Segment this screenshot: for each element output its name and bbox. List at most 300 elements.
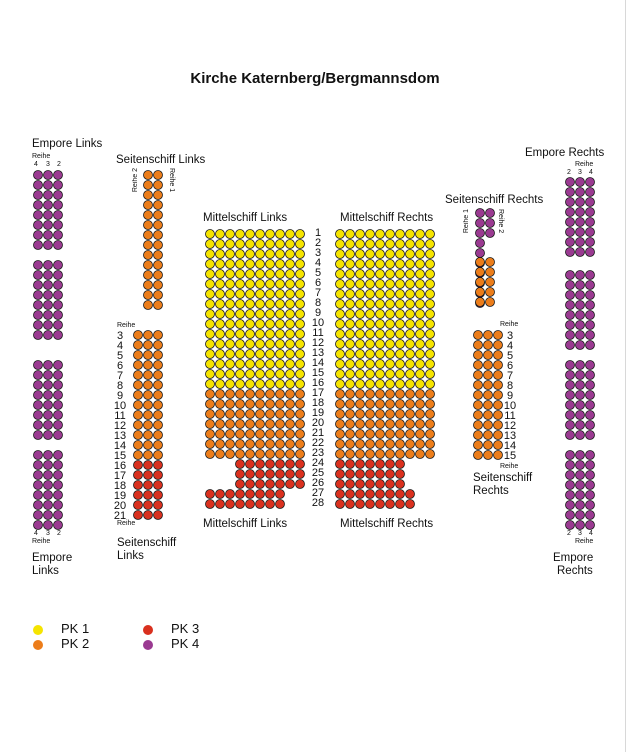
seat [276,420,285,429]
seat [286,430,295,439]
seat [286,400,295,409]
row-number: 17 [311,387,325,399]
legend-label-pk1: PK 1 [61,621,90,636]
seat [486,219,495,228]
seat [154,351,163,360]
seat [256,450,265,459]
seat [246,370,255,379]
row-number: 10 [311,317,325,329]
seat [416,340,425,349]
seat [566,371,575,380]
seat [206,290,215,299]
seat [296,280,305,289]
seat [386,450,395,459]
seat [484,371,493,380]
seat [54,231,63,240]
seat [266,400,275,409]
seat [276,300,285,309]
seat [44,261,53,270]
seat [396,490,405,499]
row-number: 6 [314,277,322,289]
seat [356,380,365,389]
seat [266,250,275,259]
seat [216,410,225,419]
seat [54,461,63,470]
seat [154,491,163,500]
seat [396,370,405,379]
seat [386,300,395,309]
seat [286,380,295,389]
seat [44,511,53,520]
seat [144,401,153,410]
row-number: 13 [311,347,325,359]
label-seitenschiff-links-reihe-2: Reihe 2 [132,168,139,193]
seat [246,280,255,289]
seat [366,370,375,379]
seat [576,401,585,410]
seat [266,360,275,369]
seat [346,480,355,489]
seat [396,260,405,269]
row-number: 11 [114,410,126,422]
seat [386,360,395,369]
seat [406,240,415,249]
seat [576,301,585,310]
seat [256,430,265,439]
label-seitenschiff-links-bottom-2: Links [117,550,144,562]
seat [216,230,225,239]
seat [346,300,355,309]
seat [426,290,435,299]
seat [396,340,405,349]
seat [246,400,255,409]
seat [216,420,225,429]
seat [296,410,305,419]
seat [356,340,365,349]
seat [386,390,395,399]
seat [276,450,285,459]
seat [206,360,215,369]
seat [256,260,265,269]
seat [44,471,53,480]
seat [236,240,245,249]
seat [406,280,415,289]
seat [246,310,255,319]
seat [576,208,585,217]
seat [134,371,143,380]
row-number: 9 [116,390,124,402]
seat [54,471,63,480]
seat [276,320,285,329]
seat [296,450,305,459]
seat [476,258,485,267]
seat [576,391,585,400]
seat [54,311,63,320]
seat [386,380,395,389]
label-empore-rechts-reihe-top: Reihe [575,161,594,168]
seat [476,209,485,218]
seat [154,411,163,420]
seat [154,251,163,260]
row-number: 28 [311,497,325,509]
seat [216,450,225,459]
seat [286,270,295,279]
seat [356,280,365,289]
seat [54,261,63,270]
seat [54,451,63,460]
seat [34,451,43,460]
label-empore-links-col-4-top: 4 [34,161,38,168]
row-number: 9 [314,307,322,319]
seat [144,191,153,200]
label-empore-rechts-col-3-bottom: 3 [578,530,582,537]
seat [356,310,365,319]
seat [34,171,43,180]
seat [474,331,483,340]
seat [486,298,495,307]
seat [346,420,355,429]
seat [154,171,163,180]
seat [44,281,53,290]
label-empore-rechts-reihe-bottom: Reihe [575,538,594,545]
label-mittelschiff-links-bottom: Mittelschiff Links [203,518,288,530]
row-number: 18 [113,480,127,492]
seat [266,420,275,429]
seat [216,440,225,449]
seat [576,271,585,280]
seat [566,451,575,460]
seat [296,370,305,379]
seat [566,281,575,290]
seat [426,360,435,369]
seat [246,230,255,239]
seat [34,391,43,400]
seat [54,421,63,430]
seat [346,310,355,319]
seat [286,450,295,459]
seat [396,470,405,479]
row-number: 27 [311,487,325,499]
seat [586,481,595,490]
seat [286,480,295,489]
seat [376,270,385,279]
seat [386,260,395,269]
seat [266,500,275,509]
seat [346,450,355,459]
seat [396,480,405,489]
seat [416,440,425,449]
seat [396,380,405,389]
label-seitenschiff-links-reihe-top: Reihe [117,322,136,329]
legend-dot-pk4 [143,640,153,650]
seat [406,230,415,239]
seat [366,310,375,319]
label-seitenschiff-links-reihe-bottom: Reihe [117,520,136,527]
row-number: 20 [311,417,325,429]
seat [154,371,163,380]
seat [366,450,375,459]
seat [256,460,265,469]
seat [296,480,305,489]
seat [236,280,245,289]
seat [276,340,285,349]
seat [296,340,305,349]
seat [34,371,43,380]
seat [576,331,585,340]
seat [406,390,415,399]
seat [266,440,275,449]
seat [34,231,43,240]
seat [246,390,255,399]
seat [586,421,595,430]
seat [356,440,365,449]
label-empore-rechts-bottom-1: Empore [553,552,594,564]
seat [346,460,355,469]
seat [566,248,575,257]
seat [356,420,365,429]
seat [276,480,285,489]
seat [336,460,345,469]
seat [406,350,415,359]
seat [256,340,265,349]
seat [376,500,385,509]
seat [216,300,225,309]
seat [226,320,235,329]
row-number: 8 [116,380,124,392]
seat [256,250,265,259]
seat [336,430,345,439]
row-number: 7 [506,370,514,382]
seat [366,290,375,299]
seat [34,491,43,500]
seat [34,431,43,440]
seat [144,371,153,380]
seat [256,420,265,429]
seat [336,380,345,389]
seat [356,360,365,369]
seat [356,490,365,499]
seat [566,198,575,207]
seat [236,380,245,389]
seat [476,219,485,228]
seat [576,471,585,480]
seat [144,501,153,510]
seat [484,401,493,410]
seat [296,380,305,389]
seat [346,240,355,249]
seat [356,400,365,409]
seat [296,300,305,309]
seat [484,431,493,440]
seat [206,490,215,499]
seat [416,290,425,299]
seat [396,460,405,469]
label-empore-rechts-col-3-top: 3 [578,169,582,176]
seat [426,230,435,239]
seat [44,481,53,490]
seat [266,310,275,319]
seat [286,250,295,259]
seat [256,410,265,419]
seat [134,351,143,360]
seat [154,211,163,220]
seat [144,331,153,340]
row-number: 1 [314,227,322,239]
seat [586,471,595,480]
seat [356,470,365,479]
seat [366,470,375,479]
seat [406,490,415,499]
seat [376,360,385,369]
seat [54,191,63,200]
seat [34,181,43,190]
seat [256,370,265,379]
seat [266,380,275,389]
seat [154,401,163,410]
seat [396,240,405,249]
row-number: 3 [314,247,322,259]
seat [216,260,225,269]
seat [44,371,53,380]
seat [386,320,395,329]
seat [416,330,425,339]
seat [44,221,53,230]
seat [34,381,43,390]
label-empore-links-col-3-top: 3 [46,161,50,168]
seat [286,280,295,289]
seat [216,340,225,349]
seat [246,340,255,349]
seat [366,480,375,489]
seat [366,280,375,289]
seat [246,260,255,269]
seat [276,280,285,289]
row-number: 19 [113,490,127,502]
seat [276,390,285,399]
seat [566,501,575,510]
seat [134,401,143,410]
seat [246,350,255,359]
seat [586,401,595,410]
seat [586,248,595,257]
seat [266,480,275,489]
seat [486,209,495,218]
seat [226,290,235,299]
seat [346,230,355,239]
row-number: 23 [311,447,325,459]
seat [266,450,275,459]
seat [256,480,265,489]
seat [54,521,63,530]
label-seitenschiff-links-bottom-1: Seitenschiff [117,537,177,549]
seat [266,270,275,279]
seat [256,290,265,299]
seat [336,250,345,259]
seat [406,320,415,329]
row-number: 4 [116,340,124,352]
seat [236,400,245,409]
seat [144,421,153,430]
row-number: 6 [116,360,124,372]
seat [134,361,143,370]
seat [296,270,305,279]
seat [216,360,225,369]
label-empore-rechts-bottom-2: Rechts [557,565,593,577]
legend-label-pk2: PK 2 [61,636,90,651]
row-number: 24 [311,457,325,469]
label-seitenschiff-links: Seitenschiff Links [116,154,206,166]
seat [256,330,265,339]
seat [474,381,483,390]
label-empore-rechts-col-2-bottom: 2 [567,530,571,537]
seat [346,360,355,369]
label-mittelschiff-links-top: Mittelschiff Links [203,212,288,224]
seat [484,451,493,460]
seat [44,411,53,420]
seat [286,410,295,419]
seat [356,330,365,339]
row-number: 15 [113,450,127,462]
seat [226,260,235,269]
seat [474,391,483,400]
seat [406,340,415,349]
seat [44,241,53,250]
seat [144,291,153,300]
seat [44,331,53,340]
seat [476,288,485,297]
seat [426,390,435,399]
row-number: 19 [311,407,325,419]
seat [296,310,305,319]
seat [346,260,355,269]
seat [386,440,395,449]
seat [336,350,345,359]
seat [346,470,355,479]
seat [256,380,265,389]
seat [566,461,575,470]
seat [134,391,143,400]
legend-dot-pk3 [143,625,153,635]
seat [256,350,265,359]
seat [216,270,225,279]
seat [296,240,305,249]
seat [144,491,153,500]
seat [474,411,483,420]
seat [586,331,595,340]
seat [576,361,585,370]
row-number: 3 [116,330,124,342]
seat [376,230,385,239]
seat [54,331,63,340]
seat [144,261,153,270]
seat [206,340,215,349]
seat [356,260,365,269]
seat [356,460,365,469]
seat [586,178,595,187]
seat [236,440,245,449]
seat [396,330,405,339]
seat [226,440,235,449]
seat [256,400,265,409]
seat [236,290,245,299]
label-seitenschiff-rechts: Seitenschiff Rechts [445,194,544,206]
seat [366,270,375,279]
seat [566,491,575,500]
seat [286,240,295,249]
seat [406,370,415,379]
seat [346,270,355,279]
seat [286,230,295,239]
